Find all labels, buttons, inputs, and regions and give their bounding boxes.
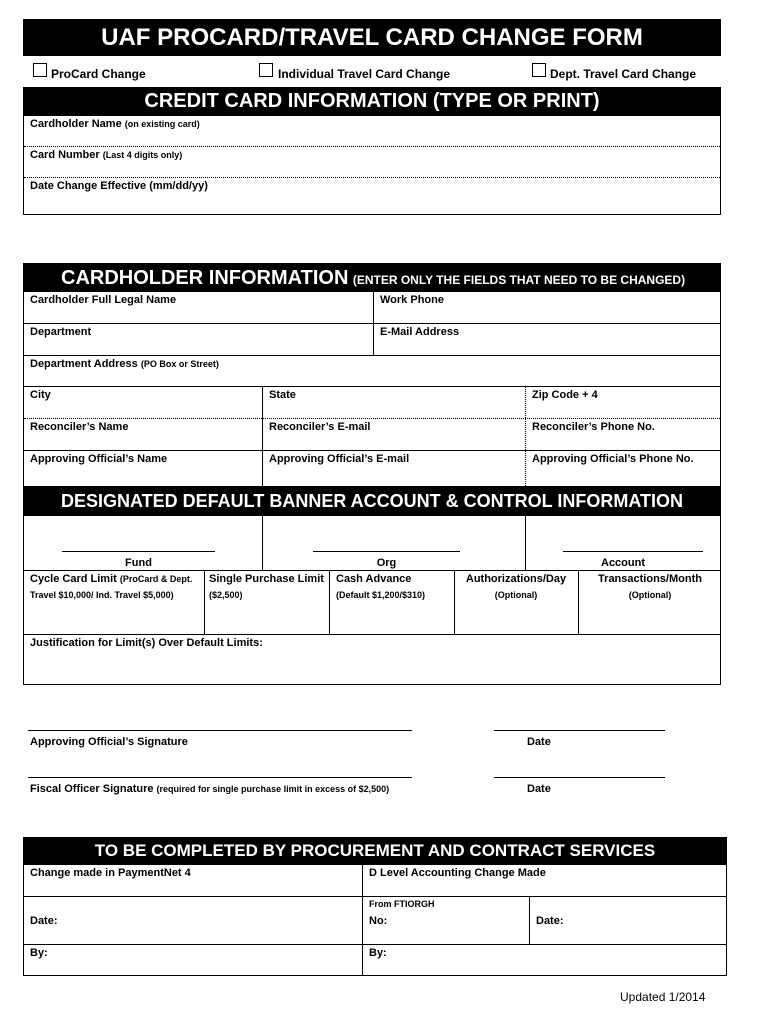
divider (24, 944, 726, 945)
divider (362, 865, 363, 975)
single-purchase-field[interactable]: Single Purchase Limit (209, 573, 324, 585)
auth-day-note: (Optional) (494, 590, 538, 600)
divider (720, 570, 721, 635)
fiscal-date-line[interactable] (494, 777, 665, 778)
fiscal-signature-label: Fiscal Officer Signature (30, 783, 154, 795)
form-title-bar (23, 19, 721, 56)
divider (204, 571, 205, 634)
divider (529, 897, 530, 944)
divider (525, 516, 526, 571)
approver-signature-line[interactable] (28, 730, 412, 731)
auth-day-field[interactable]: Authorizations/Day (465, 573, 567, 585)
account-line[interactable] (563, 551, 703, 552)
divider (329, 571, 330, 634)
cardholder-name-note: (on existing card) (124, 119, 200, 129)
individual-travel-label: Individual Travel Card Change (278, 67, 451, 81)
fiscal-signature-note: (required for single purchase limit in excess of $2,500) (156, 784, 390, 794)
credit-card-header-bar (23, 87, 721, 115)
no-field[interactable]: No: (369, 915, 388, 927)
credit-card-box (23, 115, 721, 215)
divider (24, 323, 720, 324)
approver-name-field[interactable]: Approving Official’s Name (30, 453, 168, 465)
trans-month-note: (Optional) (628, 590, 672, 600)
approver-date-line[interactable] (494, 730, 665, 731)
org-label: Org (376, 557, 397, 569)
justification-label: Justification for Limit(s) Over Default Limits: (30, 637, 263, 649)
approver-email-field[interactable]: Approving Official’s E-mail (269, 453, 410, 465)
procurement-header: TO BE COMPLETED BY PROCUREMENT AND CONTRACT SERVICES (94, 841, 656, 860)
cardholder-header: CARDHOLDER INFORMATION (61, 267, 349, 289)
from-ftiorgh-label: From FTIORGH (369, 899, 435, 909)
date-right-field[interactable]: Date: (536, 915, 564, 927)
org-line[interactable] (313, 551, 460, 552)
banner-header: DESIGNATED DEFAULT BANNER ACCOUNT & CONTROL INFORMATION (61, 491, 683, 511)
updated-date: Updated 1/2014 (620, 990, 706, 1004)
dept-address-note: (PO Box or Street) (140, 359, 219, 369)
d-level-field[interactable]: D Level Accounting Change Made (369, 867, 546, 879)
city-field[interactable]: City (30, 389, 51, 401)
email-field[interactable]: E-Mail Address (380, 326, 460, 338)
fiscal-signature-line[interactable] (28, 777, 412, 778)
cycle-limit-note: (ProCard & Dept. (119, 574, 193, 584)
approver-date-label: Date (527, 736, 551, 748)
date-left-field[interactable]: Date: (30, 915, 58, 927)
cardholder-name-field[interactable] (30, 118, 200, 130)
state-field[interactable]: State (269, 389, 296, 401)
divider (24, 177, 720, 178)
cardholder-header-bar (23, 263, 721, 291)
cash-advance-note: (Default $1,200/$310) (336, 590, 426, 600)
account-label: Account (601, 557, 645, 569)
banner-header-bar (23, 487, 721, 515)
department-field[interactable]: Department (30, 326, 92, 338)
zip-field[interactable]: Zip Code + 4 (532, 389, 598, 401)
form-title: UAF PROCARD/TRAVEL CARD CHANGE FORM (101, 24, 643, 51)
work-phone-field[interactable]: Work Phone (380, 294, 444, 306)
divider (24, 355, 720, 356)
divider (373, 292, 374, 355)
cardholder-header-note: (ENTER ONLY THE FIELDS THAT NEED TO BE CHANGED) (352, 273, 686, 287)
dept-travel-checkbox[interactable] (532, 63, 546, 77)
divider (24, 896, 726, 897)
fiscal-date-label: Date (527, 783, 551, 795)
reconciler-email-field[interactable]: Reconciler’s E-mail (269, 421, 371, 433)
procard-change-checkbox[interactable] (33, 63, 47, 77)
by-left-field[interactable]: By: (30, 947, 48, 959)
cycle-limit-note-2: Travel $10,000/ Ind. Travel $5,000) (30, 590, 174, 600)
divider (24, 418, 720, 419)
date-change-field[interactable]: Date Change Effective (mm/dd/yy) (30, 180, 208, 192)
card-number-note: (Last 4 digits only) (102, 150, 183, 160)
approver-signature-label: Approving Official’s Signature (30, 736, 188, 748)
procurement-header-bar (23, 837, 727, 864)
dept-address-field[interactable] (30, 358, 219, 370)
cardholder-name-label: Cardholder Name (30, 118, 122, 130)
credit-card-header: CREDIT CARD INFORMATION (TYPE OR PRINT) (144, 90, 600, 112)
divider (262, 387, 263, 486)
cycle-limit-label: Cycle Card Limit (30, 573, 117, 585)
individual-travel-checkbox[interactable] (259, 63, 273, 77)
card-number-field[interactable] (30, 149, 182, 161)
cash-advance-field[interactable]: Cash Advance (336, 573, 412, 585)
divider (525, 387, 526, 486)
approver-phone-field[interactable]: Approving Official’s Phone No. (532, 453, 694, 465)
trans-month-field[interactable]: Transactions/Month (598, 573, 702, 585)
fund-line[interactable] (62, 551, 215, 552)
single-purchase-note: ($2,500) (209, 590, 243, 600)
divider (262, 516, 263, 571)
divider (24, 450, 720, 451)
card-number-label: Card Number (30, 149, 100, 161)
procard-change-label: ProCard Change (51, 67, 146, 81)
by-right-field[interactable]: By: (369, 947, 387, 959)
cycle-limit-field[interactable] (30, 573, 192, 585)
reconciler-name-field[interactable]: Reconciler’s Name (30, 421, 129, 433)
full-legal-name-field[interactable]: Cardholder Full Legal Name (30, 294, 177, 306)
reconciler-phone-field[interactable]: Reconciler’s Phone No. (532, 421, 655, 433)
fund-label: Fund (125, 557, 152, 569)
divider (24, 386, 720, 387)
change-paymentnet-field[interactable]: Change made in PaymentNet 4 (30, 867, 191, 879)
divider (24, 146, 720, 147)
dept-travel-label: Dept. Travel Card Change (550, 67, 697, 81)
fiscal-signature-label-group (30, 783, 389, 795)
dept-address-label: Department Address (30, 358, 138, 370)
